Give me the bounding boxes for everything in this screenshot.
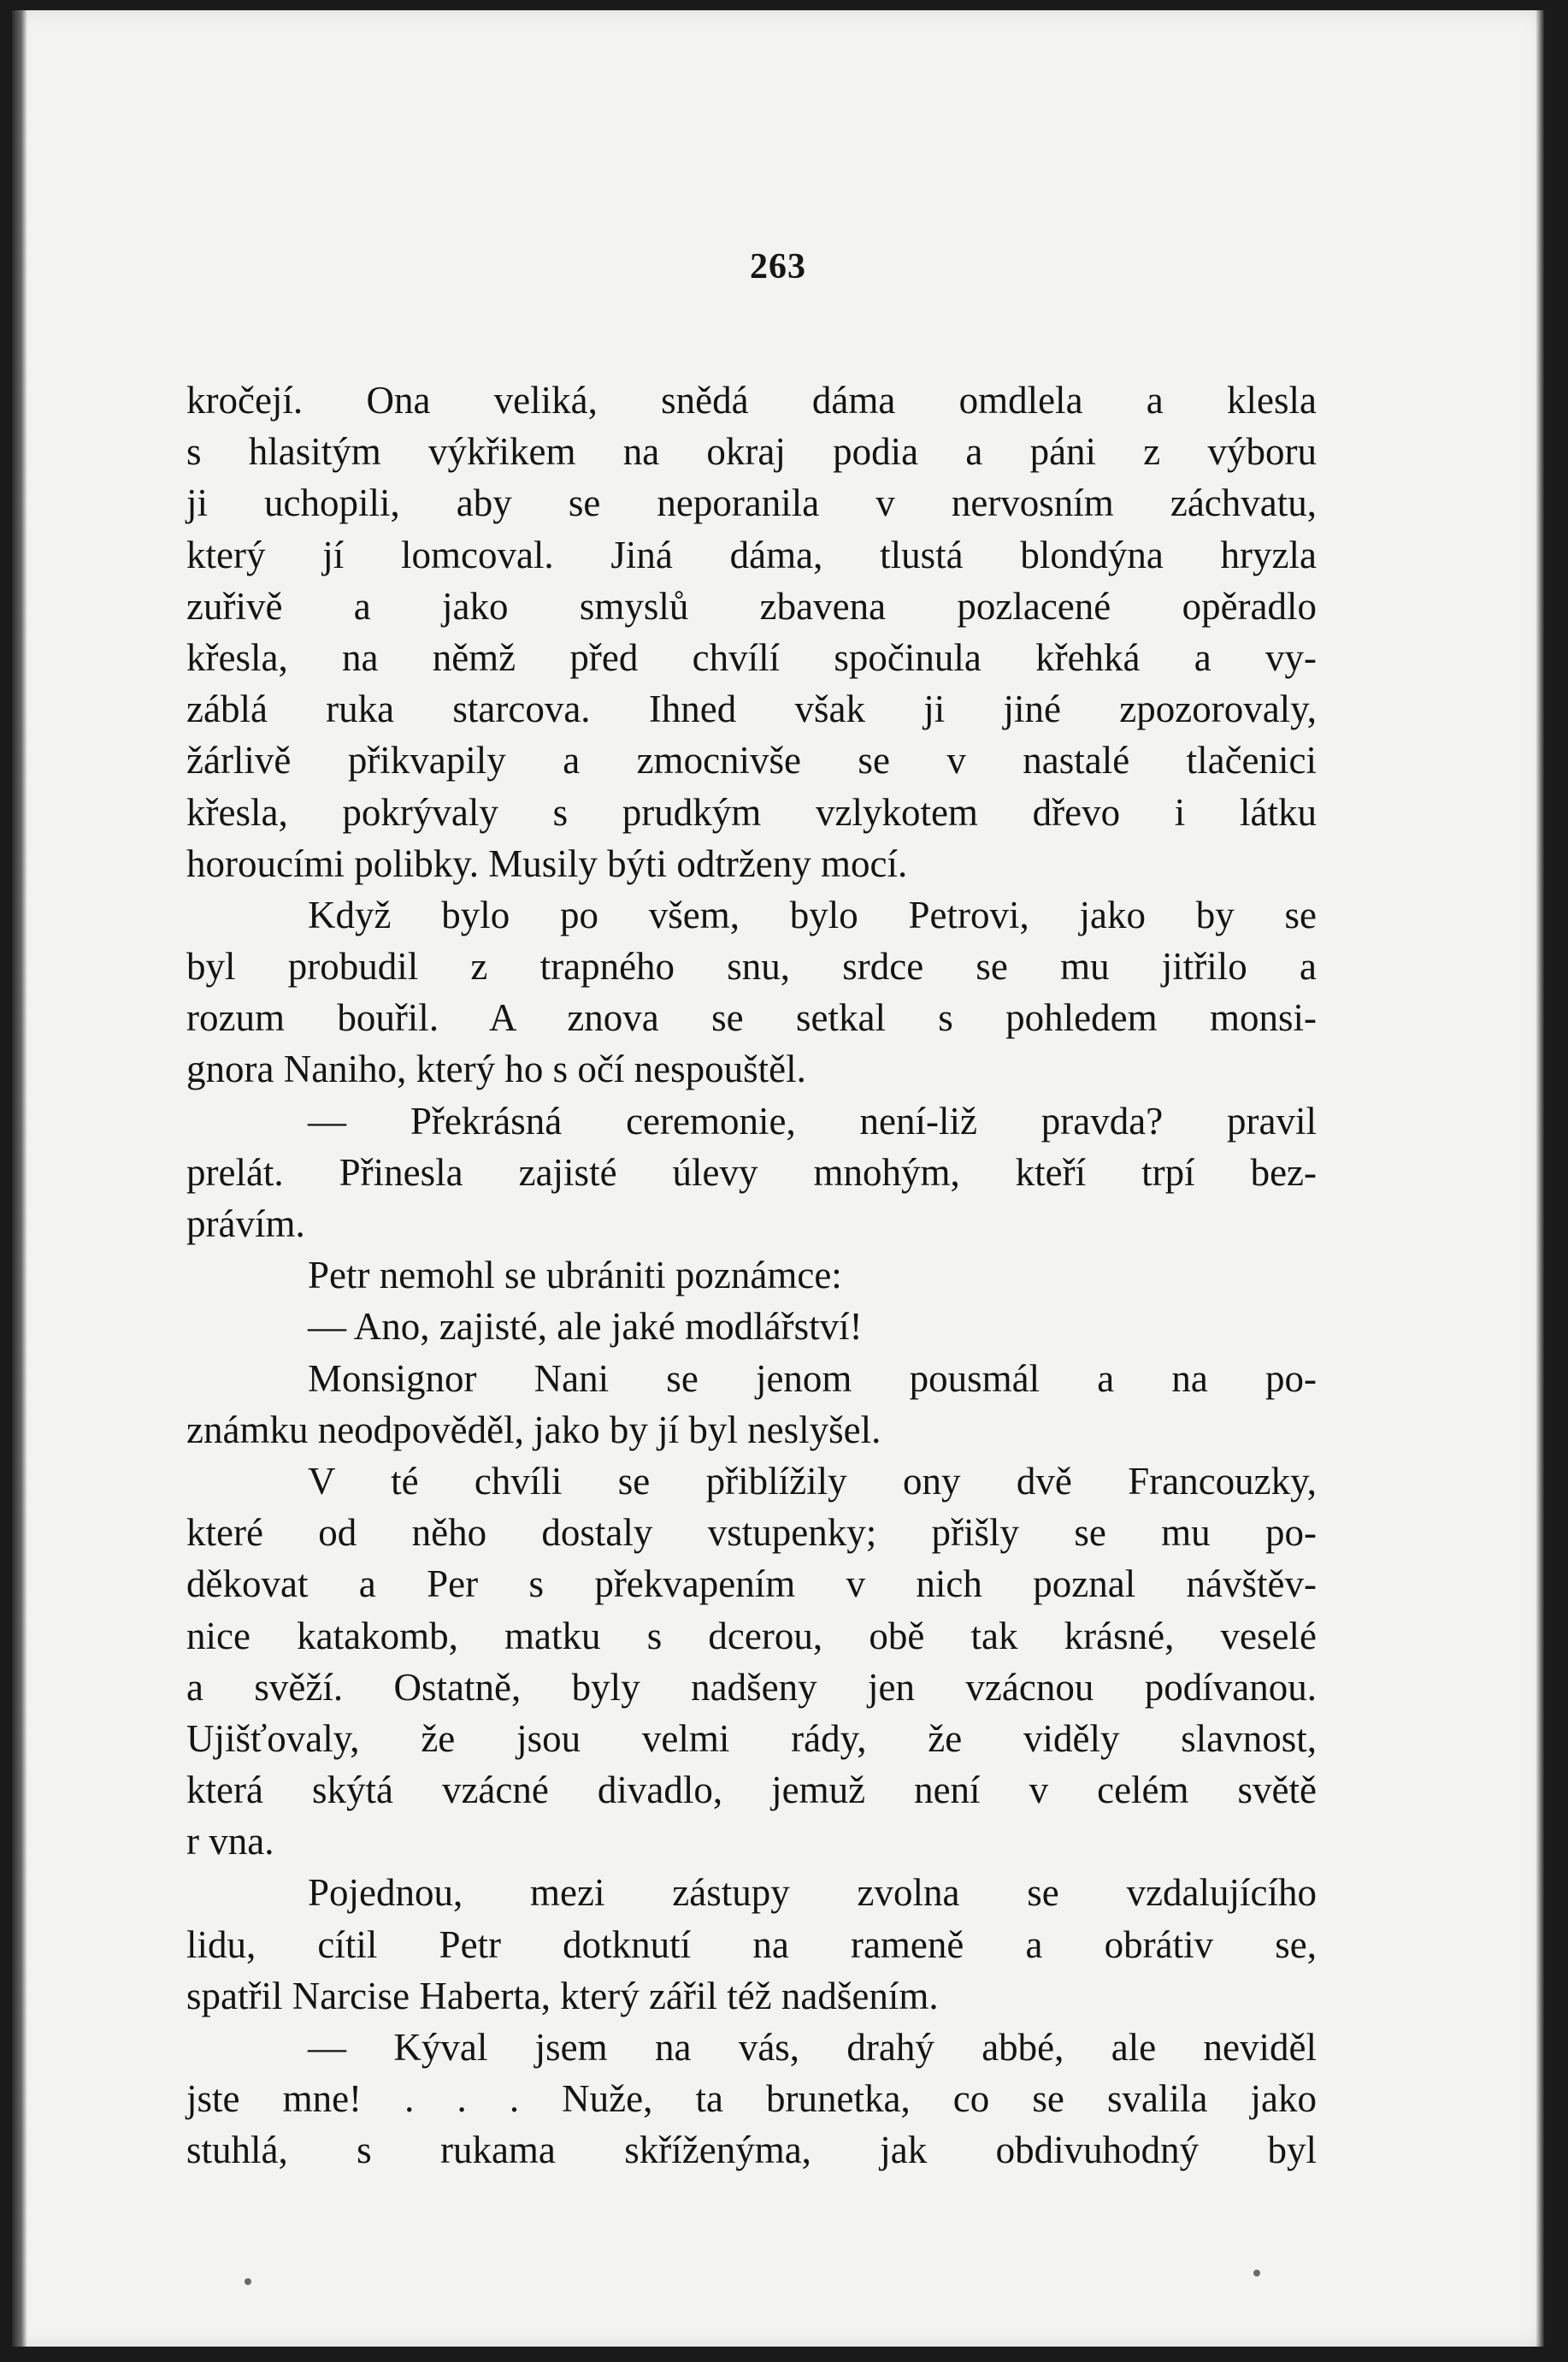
text-line: r vna. <box>186 1820 274 1863</box>
text-line: Když bylo po všem, bylo Petrovi, jako by se <box>308 893 1317 936</box>
text-line: žárlivě přikvapily a zmocnivše se v nastalé tlačenici <box>186 739 1317 782</box>
text-line: s hlasitým výkřikem na okraj podia a páni z výboru <box>186 430 1317 474</box>
page-edge-shadow <box>1536 10 1544 2347</box>
page-spine-shadow <box>12 10 27 2347</box>
text-line: kročejí. Ona veliká, snědá dáma omdlela a klesla <box>186 379 1317 422</box>
text-line: právím. <box>186 1202 305 1245</box>
text-line: spatřil Narcise Haberta, který zářil též nadšením. <box>186 1974 939 2017</box>
text-line: byl probudil z trapného snu, srdce se mu jitřilo a <box>186 945 1317 989</box>
text-line: ji uchopili, aby se neporanila v nervosním záchvatu, <box>186 481 1317 525</box>
text-line: nice katakomb, matku s dcerou, obě tak krásné, veselé <box>186 1614 1317 1657</box>
text-line: která skýtá vzácné divadlo, jemuž není v celém světě <box>186 1769 1317 1812</box>
text-line: děkovat a Per s překvapením v nich poznal návštěv- <box>186 1562 1317 1606</box>
text-line: — Ano, zajisté, ale jaké modlářství! <box>308 1305 863 1349</box>
paper-speck <box>245 2278 251 2285</box>
text-line: známku neodpověděl, jako by jí byl neslyšel. <box>186 1408 881 1451</box>
text-line: — Překrásná ceremonie, není-liž pravda? pravil <box>308 1099 1317 1143</box>
text-line: gnora Naniho, který ho s očí nespouštěl. <box>186 1048 806 1091</box>
paper-speck <box>1253 2270 1260 2276</box>
text-line: zuřivě a jako smyslů zbavena pozlacené opěradlo <box>186 584 1317 628</box>
text-line: V té chvíli se přiblížily ony dvě Francouzky, <box>308 1459 1317 1503</box>
text-line: jste mne! . . . Nuže, ta brunetka, co se svalila jako <box>186 2077 1317 2121</box>
text-line: Monsignor Nani se jenom pousmál a na po- <box>308 1356 1317 1400</box>
text-line: Petr nemohl se ubrániti poznámce: <box>308 1254 842 1297</box>
text-line: který jí lomcoval. Jiná dáma, tlustá blondýna hryzla <box>186 533 1317 576</box>
text-line: křesla, pokrývaly s prudkým vzlykotem dřevo i látku <box>186 790 1317 834</box>
text-line: — Kýval jsem na vás, drahý abbé, ale neviděl <box>308 2026 1317 2069</box>
text-line: lidu, cítil Petr dotknutí na rameně a obrátiv se, <box>186 1922 1317 1966</box>
text-line: záblá ruka starcova. Ihned však ji jiné zpozorovaly, <box>186 688 1317 731</box>
text-line: a svěží. Ostatně, byly nadšeny jen vzácnou podívanou. <box>186 1665 1317 1709</box>
body-text <box>186 375 1317 2176</box>
book-page <box>12 10 1544 2347</box>
text-line: které od něho dostaly vstupenky; přišly se mu po- <box>186 1511 1317 1555</box>
text-line: křesla, na němž před chvílí spočinula křehká a vy- <box>186 635 1317 679</box>
text-line: Ujišťovaly, že jsou velmi rády, že viděly slavnost, <box>186 1716 1317 1760</box>
text-line: stuhlá, s rukama skříženýma, jak obdivuhodný byl <box>186 2129 1317 2172</box>
text-line: rozum bouřil. A znova se setkal s pohledem monsi- <box>186 996 1317 1040</box>
page-number: 263 <box>750 247 806 286</box>
text-line: horoucími polibky. Musily býti odtrženy mocí. <box>186 841 908 885</box>
text-line: Pojednou, mezi zástupy zvolna se vzdalujícího <box>308 1871 1317 1915</box>
text-line: prelát. Přinesla zajisté úlevy mnohým, kteří trpí bez- <box>186 1150 1317 1194</box>
